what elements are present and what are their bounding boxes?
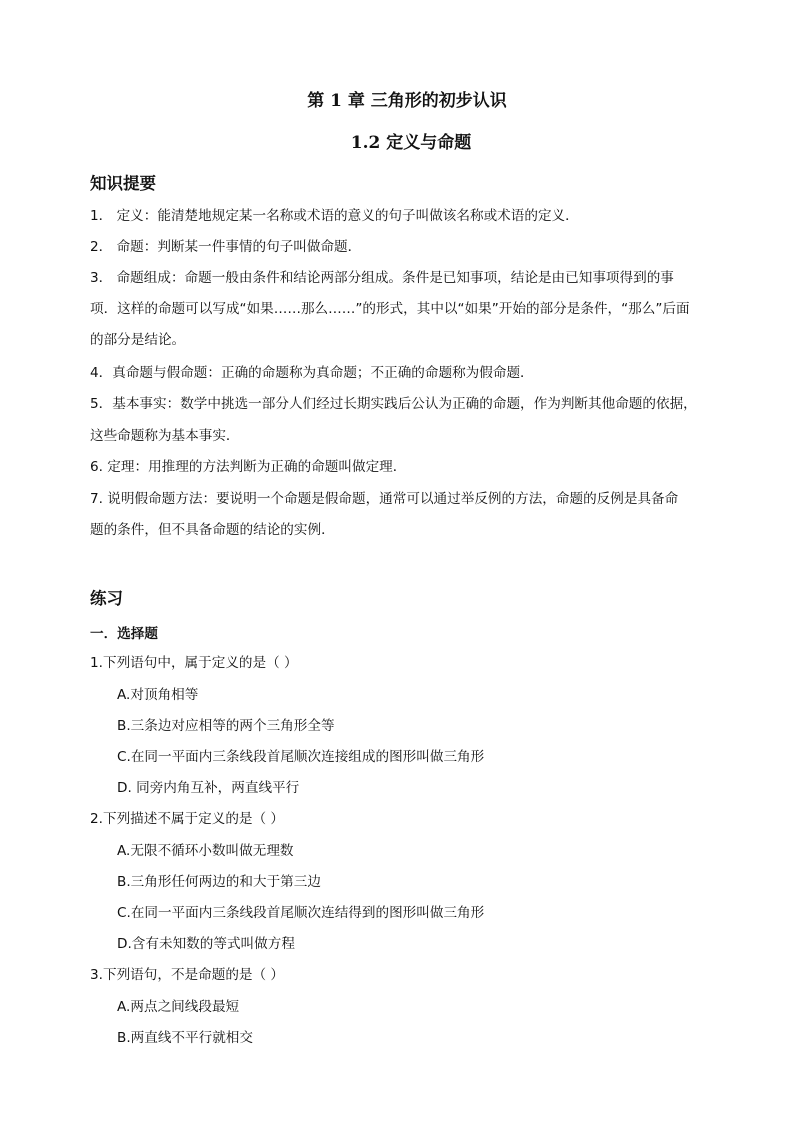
question-stem: 3.下列语句，不是命题的是（ ） xyxy=(90,967,285,983)
question-option: D.含有未知数的等式叫做方程 xyxy=(117,936,295,952)
question-stem: 1.下列语句中，属于定义的是（ ） xyxy=(90,655,298,671)
question-option: B.三条边对应相等的两个三角形全等 xyxy=(117,718,335,734)
question-option: C.在同一平面内三条线段首尾顺次连结得到的图形叫做三角形 xyxy=(117,905,485,921)
knowledge-line: 1． 定义：能清楚地规定某一名称或术语的意义的句子叫做该名称或术语的定义． xyxy=(90,208,579,224)
question-option: A.两点之间线段最短 xyxy=(117,999,240,1015)
question-option: A.对顶角相等 xyxy=(117,687,199,703)
question-option: B.三角形任何两边的和大于第三边 xyxy=(117,874,321,890)
knowledge-heading: 知识提要 xyxy=(90,174,156,193)
knowledge-line: 3． 命题组成：命题一般由条件和结论两部分组成。条件是已知事项，结论是由已知事项得到的事 xyxy=(90,270,674,286)
question-option: A.无限不循环小数叫做无理数 xyxy=(117,843,294,859)
question-stem: 2.下列描述不属于定义的是（ ） xyxy=(90,811,285,827)
section-title: 1.2 定义与命题 xyxy=(350,133,472,153)
question-option: C.在同一平面内三条线段首尾顺次连接组成的图形叫做三角形 xyxy=(117,749,485,765)
knowledge-line: 5．基本事实：数学中挑选一部分人们经过长期实践后公认为正确的命题，作为判断其他命题的依据， xyxy=(90,396,697,412)
chapter-title: 第 1 章 三角形的初步认识 xyxy=(307,91,507,111)
knowledge-line: 4．真命题与假命题：正确的命题称为真命题；不正确的命题称为假命题． xyxy=(90,365,534,381)
knowledge-line: 2． 命题：判断某一件事情的句子叫做命题． xyxy=(90,239,362,255)
knowledge-line: 题的条件，但不具备命题的结论的实例． xyxy=(90,522,335,538)
knowledge-line: 7. 说明假命题方法：要说明一个命题是假命题，通常可以通过举反例的方法，命题的反例是具备命 xyxy=(90,491,679,507)
knowledge-line: 这些命题称为基本事实． xyxy=(90,428,240,444)
practice-heading: 练习 xyxy=(90,589,123,608)
question-option: B.两直线不平行就相交 xyxy=(117,1030,253,1046)
knowledge-line: 6. 定理：用推理的方法判断为正确的命题叫做定理． xyxy=(90,459,407,475)
question-option: D. 同旁内角互补，两直线平行 xyxy=(117,780,300,796)
knowledge-line: 项．这样的命题可以写成“如果……那么……”的形式，其中以“如果”开始的部分是条件，“那么”后面 xyxy=(90,301,690,317)
knowledge-line: 的部分是结论。 xyxy=(90,332,186,348)
section-choice-heading: 一．选择题 xyxy=(90,626,158,642)
